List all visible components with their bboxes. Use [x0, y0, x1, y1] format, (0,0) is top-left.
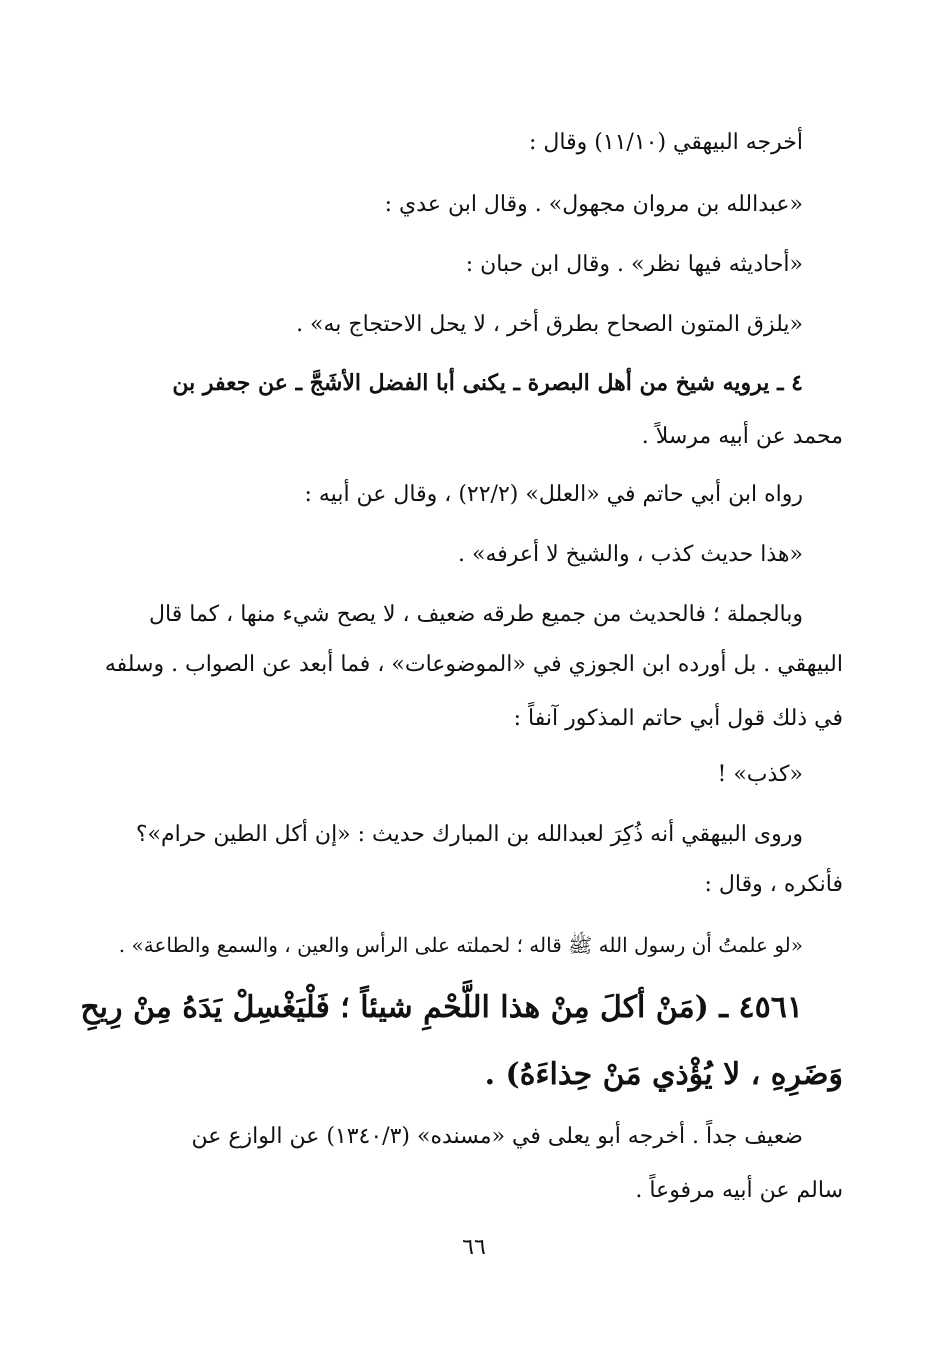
text-line: ٤ ـ يرويه شيخ من أهل البصرة ـ يكنى أبا الفضل الأشَجَّ ـ عن جعفر بن	[172, 370, 803, 396]
text-line: «لو علمتُ أن رسول الله ﷺ قاله ؛ لحملته على الرأس والعين ، والسمع والطاعة» .	[118, 933, 803, 957]
text-line: «عبدالله بن مروان مجهول» . وقال ابن عدي :	[384, 192, 803, 217]
text-line: محمد عن أبيه مرسلاً .	[641, 424, 843, 449]
text-line: ضعيف جداً . أخرجه أبو يعلى في «مسنده» (١٣٤٠/٣) عن الوازع عن	[191, 1124, 803, 1149]
hadith-line: ٤٥٦١ ـ (مَنْ أكلَ مِنْ هذا اللَّحْمِ شيئاً ؛ فَلْيَغْسِلْ يَدَهُ مِنْ رِيحِ	[80, 990, 803, 1025]
text-line: سالم عن أبيه مرفوعاً .	[635, 1178, 843, 1203]
text-line: فأنكره ، وقال :	[704, 872, 843, 897]
text-line: «هذا حديث كذب ، والشيخ لا أعرفه» .	[458, 542, 803, 567]
hadith-line: وَضَرِهِ ، لا يُؤْذي مَنْ حِذاءَهُ) .	[484, 1057, 843, 1092]
text-line: أخرجه البيهقي (١١/١٠) وقال :	[528, 130, 803, 155]
text-line: البيهقي . بل أورده ابن الجوزي في «الموضوعات» ، فما أبعد عن الصواب . وسلفه	[104, 652, 843, 677]
text-line: «يلزق المتون الصحاح بطرق أخر ، لا يحل الاحتجاج به» .	[296, 312, 803, 337]
text-line: وبالجملة ؛ فالحديث من جميع طرقه ضعيف ، لا يصح شيء منها ، كما قال	[149, 602, 803, 627]
text-line: في ذلك قول أبي حاتم المذكور آنفاً :	[513, 706, 843, 731]
text-line: وروى البيهقي أنه ذُكِرَ لعبدالله بن المبارك حديث : «إن أكل الطين حرام»؟	[135, 822, 803, 847]
page-number: ٦٦	[462, 1235, 486, 1260]
text-line: «كذب» !	[717, 762, 803, 787]
text-line: «أحاديثه فيها نظر» . وقال ابن حبان :	[465, 252, 803, 277]
text-line: رواه ابن أبي حاتم في «العلل» (٢٢/٢) ، وقال عن أبيه :	[304, 482, 803, 507]
